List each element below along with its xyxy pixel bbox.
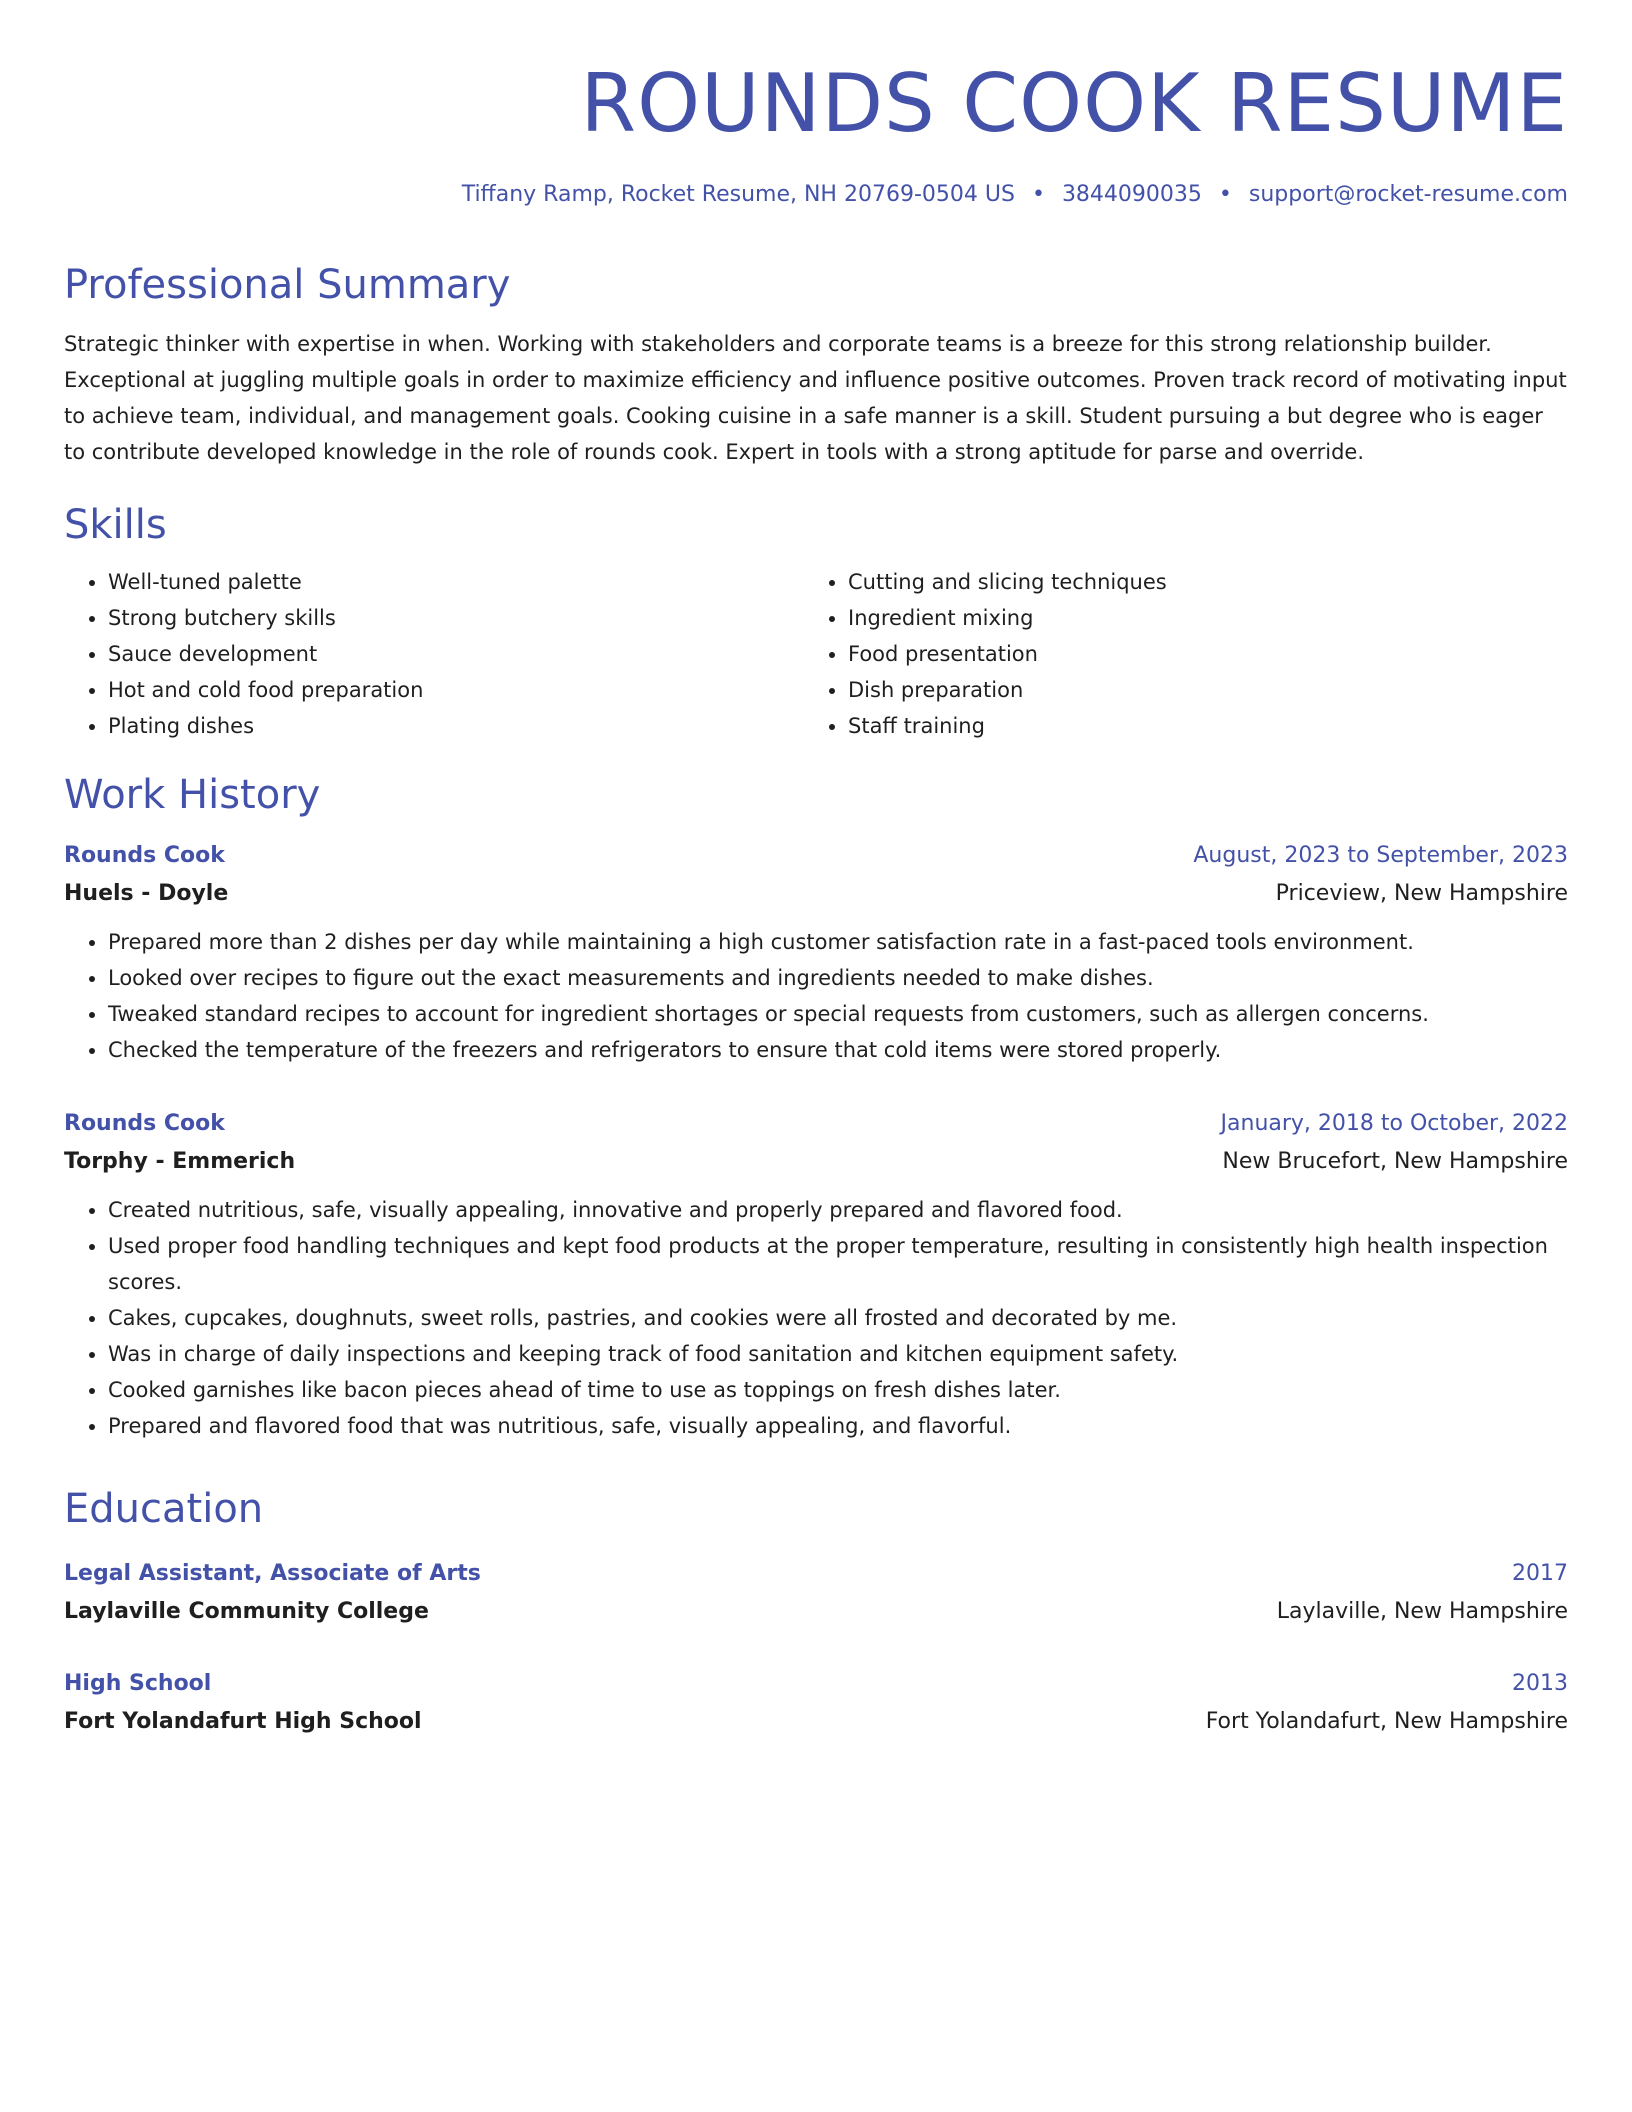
job-bullets <box>64 924 1568 1068</box>
education-degree: Legal Assistant, Associate of Arts <box>64 1561 481 1586</box>
job-bullet: • Cakes, cupcakes, doughnuts, sweet rolls, pastries, and cookies were all frosted and decorated by me. <box>108 1300 1568 1336</box>
job-location: Priceview, New Hampshire <box>1275 881 1568 906</box>
skill-item: • Cutting and slicing techniques <box>848 564 1544 600</box>
education-year: 2013 <box>1512 1671 1568 1696</box>
skills-column-right <box>804 564 1544 744</box>
skill-item: • Hot and cold food preparation <box>108 672 804 708</box>
job-bullet: • Tweaked standard recipes to account for ingredient shortages or special requests from customers, such as allergen concerns. <box>108 996 1568 1032</box>
skill-item: • Food presentation <box>848 636 1544 672</box>
skill-item: • Staff training <box>848 708 1544 744</box>
education-school-row <box>64 1592 1568 1632</box>
job-bullet: • Used proper food handling techniques and kept food products at the proper temperature, resulting in consistently high health inspection scores. <box>108 1228 1568 1300</box>
skills-heading: Skills <box>64 502 167 548</box>
job-company-row <box>64 874 1568 914</box>
job-title-row <box>64 1106 1568 1142</box>
skills-column-left <box>64 564 804 744</box>
summary-text: Strategic thinker with expertise in when. Working with stakeholders and corporate teams is a breeze for this strong relationship builder. Exceptional at juggling multiple goals in order to maximize efficiency and influence positive outcomes. Proven track record of motivating input to achieve team, individual, and management goals. Cooking cuisine in a safe manner is a skill. Student pursuing a but degree who is eager to contribute developed knowledge in the role of rounds cook. Expert in tools with a strong aptitude for parse and override. <box>64 332 1567 464</box>
job-company-row <box>64 1142 1568 1182</box>
job-company: Torphy - Emmerich <box>64 1149 296 1174</box>
skill-item: • Sauce development <box>108 636 804 672</box>
job-bullet: • Prepared more than 2 dishes per day while maintaining a high customer satisfaction rate in a fast-paced tools environment. <box>108 924 1568 960</box>
education-location: Laylaville, New Hampshire <box>1276 1599 1568 1624</box>
job-bullet: • Prepared and flavored food that was nutritious, safe, visually appealing, and flavorful. <box>108 1408 1568 1444</box>
skills-list <box>64 564 1568 744</box>
education-year: 2017 <box>1512 1561 1568 1586</box>
education-school: Fort Yolandafurt High School <box>64 1709 422 1734</box>
job-role: Rounds Cook <box>64 843 225 868</box>
education-school: Laylaville Community College <box>64 1599 429 1624</box>
job-bullet: • Was in charge of daily inspections and keeping track of food sanitation and kitchen equipment safety. <box>108 1336 1568 1372</box>
skill-item: • Ingredient mixing <box>848 600 1544 636</box>
job-bullet: • Cooked garnishes like bacon pieces ahead of time to use as toppings on fresh dishes later. <box>108 1372 1568 1408</box>
education-degree-row <box>64 1556 1568 1592</box>
job-dates: August, 2023 to September, 2023 <box>1193 843 1568 868</box>
job-bullets <box>64 1192 1568 1444</box>
education-degree: High School <box>64 1671 212 1696</box>
job-bullet: • Created nutritious, safe, visually appealing, innovative and properly prepared and flavored food. <box>108 1192 1568 1228</box>
skill-item: • Dish preparation <box>848 672 1544 708</box>
job-dates: January, 2018 to October, 2022 <box>1220 1111 1568 1136</box>
work-history-heading: Work History <box>64 772 321 818</box>
education-heading: Education <box>64 1486 264 1532</box>
job-title-row <box>64 838 1568 874</box>
contact-address: Tiffany Ramp, Rocket Resume, NH 20769-0504 US <box>461 182 1015 207</box>
contact-email[interactable]: support@rocket-resume.com <box>1248 182 1568 207</box>
contact-phone[interactable]: 3844090035 <box>1061 182 1202 207</box>
contact-separator: • <box>1031 182 1045 207</box>
education-degree-row <box>64 1666 1568 1702</box>
job-bullet: • Looked over recipes to figure out the exact measurements and ingredients needed to make dishes. <box>108 960 1568 996</box>
skill-item: • Plating dishes <box>108 708 804 744</box>
skill-item: • Well-tuned palette <box>108 564 804 600</box>
job-location: New Brucefort, New Hampshire <box>1222 1149 1568 1174</box>
job-entry <box>64 1106 1568 1444</box>
job-role: Rounds Cook <box>64 1111 225 1136</box>
education-entry <box>64 1666 1568 1742</box>
education-school-row <box>64 1702 1568 1742</box>
contact-line <box>64 180 1568 210</box>
job-bullet: • Checked the temperature of the freezers and refrigerators to ensure that cold items were stored properly. <box>108 1032 1568 1068</box>
education-location: Fort Yolandafurt, New Hampshire <box>1205 1709 1568 1734</box>
contact-separator: • <box>1218 182 1232 207</box>
resume-header <box>64 56 1568 210</box>
job-entry <box>64 838 1568 1068</box>
summary-heading: Professional Summary <box>64 262 511 308</box>
education-entry <box>64 1556 1568 1632</box>
resume-name: ROUNDS COOK RESUME <box>580 57 1568 150</box>
skill-item: • Strong butchery skills <box>108 600 804 636</box>
job-company: Huels - Doyle <box>64 881 229 906</box>
